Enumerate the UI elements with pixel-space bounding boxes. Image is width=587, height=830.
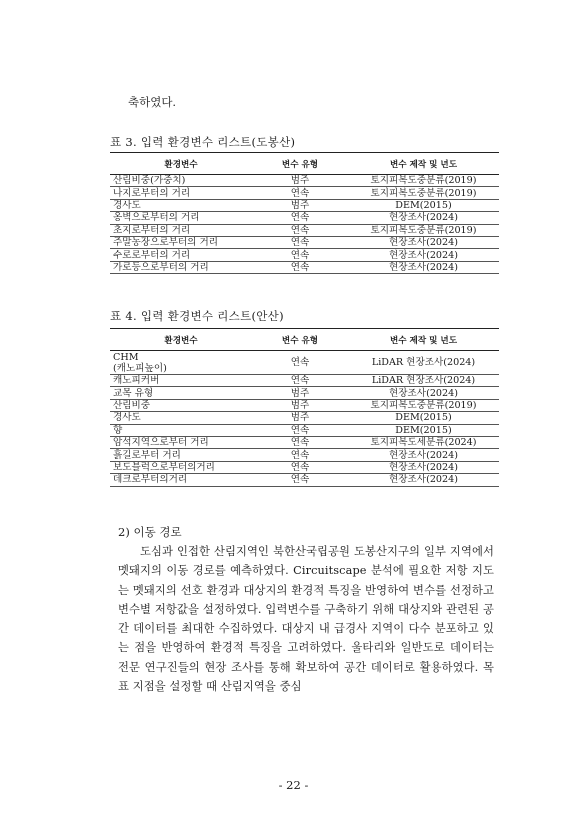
page-number: - 22 - [278, 778, 309, 792]
table3-header-row [110, 153, 499, 175]
body-paragraph: 도심과 인접한 산림지역인 북한산국립공원 도봉산지구의 일부 지역에서 멧돼지의 이동 경로를 예측하였다. Circuitscape 분석에 필요한 저항 지도는 멧돼지의 선호 환경과 대상지의 환경적 특징을 반영하여 변수를 선정하고 변수별 저항값을 설정하였다. 입력변수를 구축하기 위해 대상지와 관련된 공간 데이터를 최대한 수집하였다. 대상지 내 급경사 지역이 다수 분포하고 있는 점을 반영하여 환경적 특징을 고려하였다. 울타리와 일반도로 데이터는 전문 연구진들의 현장 조사를 통해 확보하여 공간 데이터로 활용하였다. 목표 지점을 설정할 때 산림지역을 중심 [118, 545, 494, 694]
table-row [110, 249, 499, 261]
cell-variable: 캐노피커버 [110, 375, 252, 387]
table3-body [110, 175, 499, 274]
table-row [110, 375, 499, 387]
cell-source: 현장조사(2024) [348, 449, 499, 461]
cell-variable: 데크로부터의거리 [110, 474, 252, 486]
cell-type: 연속 [252, 212, 348, 224]
cell-source: LiDAR 현장조사(2024) [348, 351, 499, 375]
table4 [110, 328, 499, 487]
table-row [110, 449, 499, 461]
cell-variable: 암석지역으로부터 거리 [110, 436, 252, 448]
cell-variable: 흙길로부터 거리 [110, 449, 252, 461]
cell-type: 연속 [252, 236, 348, 248]
cell-variable: 수로로부터의 거리 [110, 249, 252, 261]
section-title: 2) 이동 경로 [118, 525, 182, 539]
table-row [110, 236, 499, 248]
cell-source: 토지피복도중분류(2019) [348, 224, 499, 236]
table-row [110, 424, 499, 436]
cell-type: 연속 [252, 461, 348, 473]
table-row [110, 187, 499, 199]
cell-source: 토지피복도중분류(2019) [348, 187, 499, 199]
cell-variable: 산림비중(가중치) [110, 175, 252, 187]
cell-variable: CHM (캐노피높이) [110, 351, 252, 375]
cell-variable: 가로등으로부터의 거리 [110, 261, 252, 273]
cell-type: 범주 [252, 412, 348, 424]
table4-header-row [110, 329, 499, 351]
cell-type: 연속 [252, 187, 348, 199]
table4-caption: 표 4. 입력 환경변수 리스트(안산) [110, 309, 284, 323]
cell-source: 현장조사(2024) [348, 461, 499, 473]
cell-source: DEM(2015) [348, 199, 499, 211]
cell-type: 연속 [252, 449, 348, 461]
table-row [110, 387, 499, 399]
cell-variable: 보도블럭으로부터의거리 [110, 461, 252, 473]
table3-caption: 표 3. 입력 환경변수 리스트(도봉산) [110, 135, 296, 149]
cell-source: 현장조사(2024) [348, 236, 499, 248]
cell-source: 토지피복도중분류(2019) [348, 175, 499, 187]
table-row [110, 399, 499, 411]
cell-variable: 나지로부터의 거리 [110, 187, 252, 199]
cell-type: 범주 [252, 399, 348, 411]
table4-header-variable: 환경변수 [110, 329, 252, 351]
cell-type: 연속 [252, 224, 348, 236]
table3-header-type: 변수 유형 [252, 153, 348, 175]
table-row [110, 474, 499, 486]
cell-source: LiDAR 현장조사(2024) [348, 375, 499, 387]
cell-source: 토지피복도세분류(2024) [348, 436, 499, 448]
table-row [110, 351, 499, 375]
cell-variable: 산림비중 [110, 399, 252, 411]
cell-type: 범주 [252, 387, 348, 399]
cell-type: 연속 [252, 261, 348, 273]
cell-source: 현장조사(2024) [348, 261, 499, 273]
cell-source: 현장조사(2024) [348, 212, 499, 224]
cell-variable: 옹벽으로부터의 거리 [110, 212, 252, 224]
table-row [110, 212, 499, 224]
cell-type: 연속 [252, 436, 348, 448]
cell-type: 연속 [252, 375, 348, 387]
table3-header-variable: 환경변수 [110, 153, 252, 175]
cell-source: 현장조사(2024) [348, 474, 499, 486]
cell-source: DEM(2015) [348, 424, 499, 436]
table3-header-source: 변수 제작 및 년도 [348, 153, 499, 175]
table4-header-type: 변수 유형 [252, 329, 348, 351]
cell-variable: 교목 유형 [110, 387, 252, 399]
cell-variable: 주말농장으로부터의 거리 [110, 236, 252, 248]
cell-variable: 초지로부터의 거리 [110, 224, 252, 236]
cell-type: 연속 [252, 424, 348, 436]
table-row [110, 224, 499, 236]
cell-variable: 향 [110, 424, 252, 436]
table4-body [110, 351, 499, 487]
cell-type: 범주 [252, 199, 348, 211]
cell-type: 연속 [252, 474, 348, 486]
cell-source: 토지피복도중분류(2019) [348, 399, 499, 411]
cell-variable: 경사도 [110, 199, 252, 211]
table-row [110, 261, 499, 273]
cell-source: 현장조사(2024) [348, 387, 499, 399]
cell-source: DEM(2015) [348, 412, 499, 424]
table-row [110, 436, 499, 448]
table-row [110, 412, 499, 424]
table-row [110, 175, 499, 187]
cell-source: 현장조사(2024) [348, 249, 499, 261]
lead-text: 축하였다. [128, 95, 177, 109]
cell-type: 연속 [252, 351, 348, 375]
table-row [110, 461, 499, 473]
table3 [110, 152, 499, 274]
table4-header-source: 변수 제작 및 년도 [348, 329, 499, 351]
cell-variable: 경사도 [110, 412, 252, 424]
cell-type: 연속 [252, 249, 348, 261]
table-row [110, 199, 499, 211]
cell-type: 범주 [252, 175, 348, 187]
